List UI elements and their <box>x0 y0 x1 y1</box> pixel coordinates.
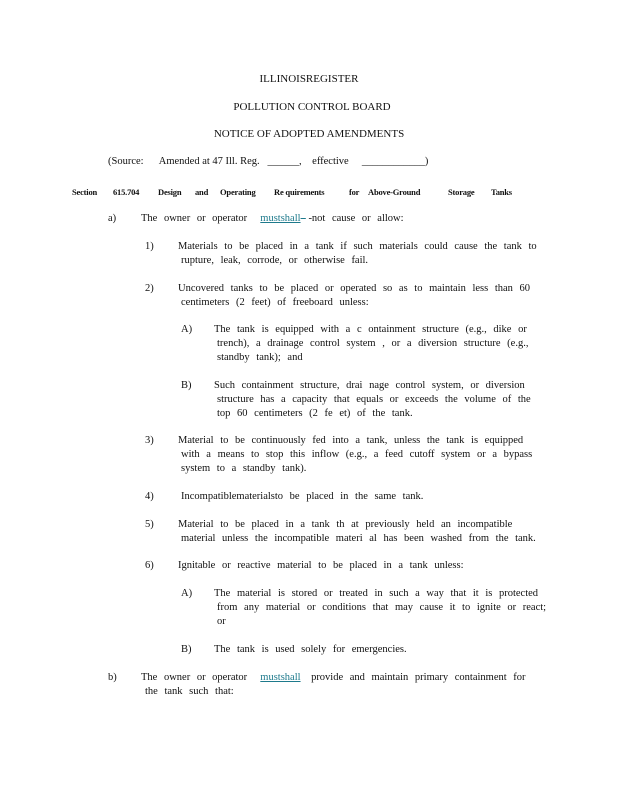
section-title-word: for <box>349 187 360 197</box>
inserted-text: mustshall <box>260 213 301 224</box>
source-effective: effective <box>312 156 349 167</box>
item-4-marker: 4) <box>145 491 154 502</box>
section-title-word: Re quirements <box>274 187 325 197</box>
item-3-line: Material to be continuously fed into a tank, unless the tank is equipped <box>178 435 524 446</box>
item-1-line: Materials to be placed in a tank if such materials could cause the tank to <box>178 241 537 252</box>
source-register-blank: ______, <box>267 156 302 167</box>
item-5-line: material unless the incompatible materi al has been washed from the tank. <box>181 533 536 544</box>
section-title-word: Design <box>158 187 182 197</box>
item-2b-line: Such containment structure, drai nage control system, or diversion <box>214 380 525 391</box>
item-2a-marker: A) <box>181 324 193 335</box>
item-6a-line: from any material or conditions that may cause it to ignite or react; <box>217 602 547 613</box>
item-3-marker: 3) <box>145 435 154 446</box>
item-6a-marker: A) <box>181 588 193 599</box>
item-1-marker: 1) <box>145 241 154 252</box>
section-title-word: Storage <box>448 187 475 197</box>
item-3-line: with a means to stop this inflow (e.g., a feed cutoff system or a bypass <box>181 449 533 460</box>
section-number: 615.704 <box>113 187 140 197</box>
subsection-a-marker: a) <box>108 213 117 224</box>
item-3-line: system to a standby tank). <box>181 463 307 474</box>
item-2-line: Uncovered tanks to be placed or operated so as to maintain less than 60 <box>178 283 531 294</box>
item-2a-line: trench), a drainage control system , or a diversion structure (e.g., <box>217 338 529 349</box>
subsection-b-text <box>141 671 526 685</box>
subsection-b-text-before: The owner or operator <box>141 672 248 683</box>
item-2a-line: The tank is equipped with a c ontainment structure (e.g., dike or <box>214 324 527 335</box>
source-prefix: (Source: <box>108 156 144 167</box>
source-effective-blank: ____________) <box>361 156 429 167</box>
deleted-text <box>301 213 306 224</box>
item-6-marker: 6) <box>145 560 154 571</box>
board-heading: POLLUTION CONTROL BOARD <box>233 101 391 113</box>
item-6-line: Ignitable or reactive material to be placed in a tank unless: <box>178 560 464 571</box>
item-2b-line: structure has a capacity that equals or exceeds the volume of the <box>217 394 531 405</box>
section-title-word: Above-Ground <box>368 187 421 197</box>
subsection-b-text-after: provide and maintain primary containment for <box>311 672 526 683</box>
subsection-a-text-after: -not cause or allow: <box>308 213 404 224</box>
notice-heading: NOTICE OF ADOPTED AMENDMENTS <box>213 128 405 140</box>
source-amended: Amended at 47 Ill. Reg. <box>158 156 260 167</box>
subsection-a-text <box>141 212 404 226</box>
register-heading: ILLINOISREGISTER <box>259 73 359 85</box>
item-5-marker: 5) <box>145 519 154 530</box>
item-2b-line: top 60 centimeters (2 fe et) of the tank. <box>217 408 413 419</box>
item-6a-line: or <box>217 616 226 627</box>
section-title-word: Tanks <box>491 187 512 197</box>
section-title-word: Operating <box>220 187 256 197</box>
item-2-marker: 2) <box>145 283 154 294</box>
item-2a-line: standby tank); and <box>217 352 303 363</box>
item-6b-line: The tank is used solely for emergencies. <box>214 644 407 655</box>
item-2-line: centimeters (2 feet) of freeboard unless: <box>181 297 369 308</box>
section-label: Section <box>72 187 98 197</box>
section-title-word: and <box>195 187 209 197</box>
item-1-line: rupture, leak, corrode, or otherwise fail. <box>181 255 369 266</box>
item-5-line: Material to be placed in a tank th at previously held an incompatible <box>178 519 513 530</box>
item-6a-line: The material is stored or treated in such a way that it is protected <box>214 588 539 599</box>
subsection-a-text-before: The owner or operator <box>141 213 248 224</box>
source-line <box>108 155 428 169</box>
subsection-b-marker: b) <box>108 672 117 683</box>
item-2b-marker: B) <box>181 380 192 391</box>
item-4-line: Incompatiblematerialsto be placed in the same tank. <box>181 491 424 502</box>
inserted-text: mustshall <box>260 672 301 683</box>
item-6b-marker: B) <box>181 644 192 655</box>
subsection-b-line: the tank such that: <box>145 686 234 697</box>
